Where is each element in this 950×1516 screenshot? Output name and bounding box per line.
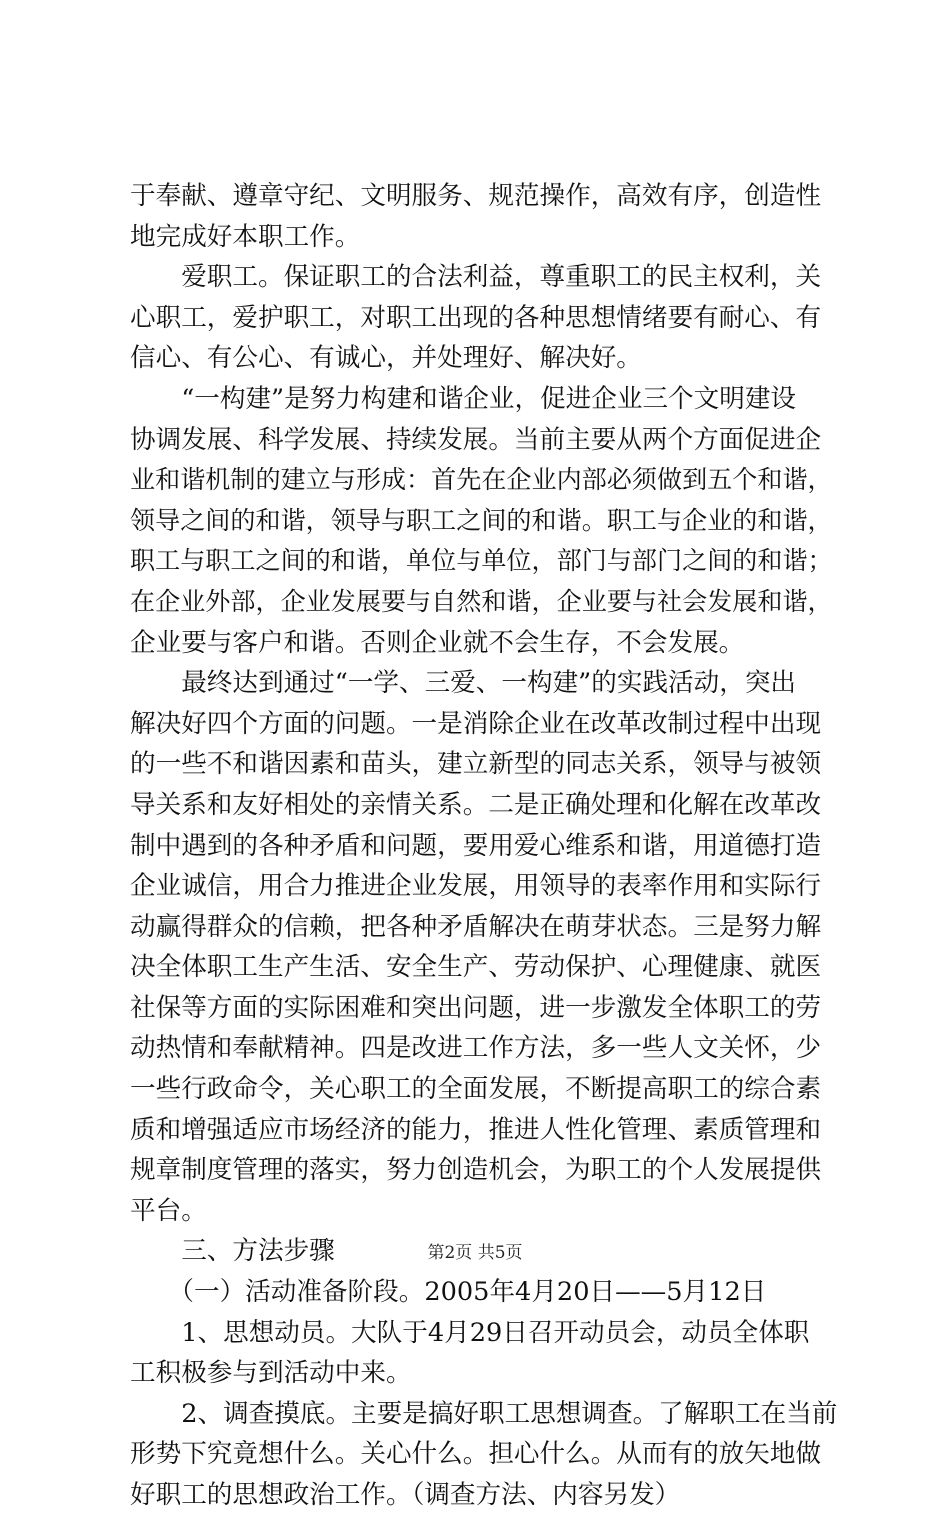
text-line: （一）活动准备阶段。2005年4月20日——5月12日 <box>130 1277 767 1308</box>
page-number-footer: 第2页 共5页 <box>427 1243 523 1263</box>
text-line: 心职工，爱护职工，对职工出现的各种思想情绪要有耐心、有 <box>130 302 822 333</box>
text-line: 业和谐机制的建立与形成：首先在企业内部必须做到五个和谐， <box>130 465 833 495</box>
text-line: 规章制度管理的落实，努力创造机会，为职工的个人发展提供 <box>130 1155 822 1186</box>
text-line: 动赢得群众的信赖，把各种矛盾解决在萌芽状态。三是努力解 <box>130 911 822 942</box>
text-line: 爱职工。保证职工的合法利益，尊重职工的民主权利，关 <box>130 262 822 293</box>
text-line: 解决好四个方面的问题。一是消除企业在改革改制过程中出现 <box>130 708 822 739</box>
text-line: 地完成好本职工作。 <box>130 221 361 252</box>
text-line: 形势下究竟想什么。关心什么。担心什么。从而有的放矢地做 <box>130 1439 822 1470</box>
text-line: 好职工的思想政治工作。（调查方法、内容另发） <box>130 1480 681 1510</box>
text-line: 1、思想动员。大队于4月29日召开动员会，动员全体职 <box>130 1317 810 1348</box>
text-line: 质和增强适应市场经济的能力，推进人性化管理、素质管理和 <box>130 1114 822 1145</box>
text-line: 制中遇到的各种矛盾和问题，要用爱心维系和谐，用道德打造 <box>130 830 822 861</box>
text-line: 社保等方面的实际困难和突出问题，进一步激发全体职工的劳 <box>130 992 822 1023</box>
text-line: 最终达到通过“一学、三爱、一构建”的实践活动，突出 <box>130 668 797 699</box>
text-line: 动热情和奉献精神。四是改进工作方法，多一些人文关怀，少 <box>130 1033 822 1064</box>
text-line: 于奉献、遵章守纪、文明服务、规范操作，高效有序，创造性 <box>130 181 822 211</box>
text-line: 企业诚信，用合力推进企业发展，用领导的表率作用和实际行 <box>130 871 822 902</box>
document-body <box>130 176 840 1516</box>
text-line: 协调发展、科学发展、持续发展。当前主要从两个方面促进企 <box>130 424 822 455</box>
text-line: 职工与职工之间的和谐，单位与单位，部门与部门之间的和谐； <box>130 546 833 576</box>
section-heading: 三、方法步骤 <box>130 1236 335 1267</box>
text-line: 一些行政命令，关心职工的全面发展，不断提高职工的综合素 <box>130 1074 822 1105</box>
text-line: 在企业外部，企业发展要与自然和谐，企业要与社会发展和谐， <box>130 586 833 616</box>
text-line: 导关系和友好相处的亲情关系。二是正确处理和化解在改革改 <box>130 789 822 820</box>
text-line: 企业要与客户和谐。否则企业就不会生存，不会发展。 <box>130 627 745 658</box>
text-line: 2、调查摸底。主要是搞好职工思想调查。了解职工在当前 <box>130 1398 838 1429</box>
text-line: 决全体职工生产生活、安全生产、劳动保护、心理健康、就医 <box>130 952 822 983</box>
text-line: 工积极参与到活动中来。 <box>130 1358 412 1389</box>
text-line: 领导之间的和谐，领导与职工之间的和谐。职工与企业的和谐， <box>130 505 833 535</box>
text-line: 的一些不和谐因素和苗头，建立新型的同志关系，领导与被领 <box>130 749 822 780</box>
text-line: 平台。 <box>130 1195 207 1226</box>
text-line: 信心、有公心、有诚心，并处理好、解决好。 <box>130 343 642 374</box>
text-line: “一构建”是努力构建和谐企业，促进企业三个文明建设 <box>130 383 797 414</box>
